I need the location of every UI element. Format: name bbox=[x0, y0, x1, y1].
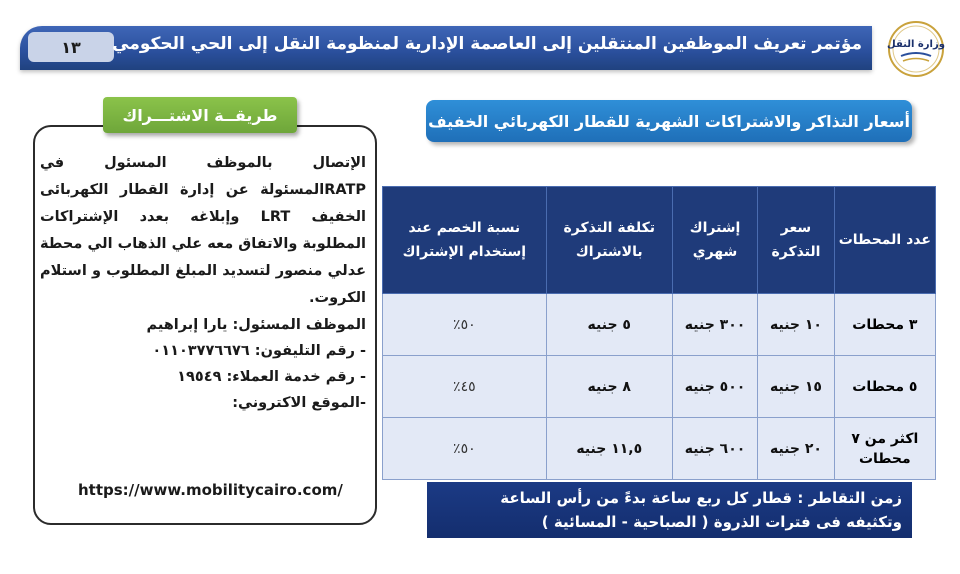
header-stations: عدد المحطات bbox=[834, 187, 935, 294]
website-link[interactable]: https://www.mobilitycairo.com/ bbox=[78, 481, 343, 499]
subscription-method-badge: طريقــة الاشتـــراك bbox=[103, 97, 297, 133]
cell-stations: ٣ محطات bbox=[834, 294, 935, 356]
table-row bbox=[383, 418, 936, 480]
cell-ticket-price: ٢٠ جنيه bbox=[758, 418, 834, 480]
logo-text: وزارة النقل bbox=[887, 39, 945, 50]
cell-ticket-price: ١٥ جنيه bbox=[758, 356, 834, 418]
cell-monthly-subscription: ٣٠٠ جنيه bbox=[672, 294, 757, 356]
cell-ticket-cost: ١١,٥ جنيه bbox=[546, 418, 672, 480]
table-row bbox=[383, 356, 936, 418]
prices-section-title: أسعار التذاكر والاشتراكات الشهرية للقطار الكهربائي الخفيف bbox=[426, 100, 912, 142]
prices-table bbox=[382, 186, 936, 480]
cell-ticket-cost: ٨ جنيه bbox=[546, 356, 672, 418]
method-instructions: الإتصال بالموظف المسئول في RATPالمسئولة عن إدارة القطار الكهربائى الخفيف LRT وإبلاغه بعدد الإشتراكات المطلوبة والاتفاق معه علي الذهاب الي محطة عدلي منصور لتسديد المبلغ المطلوب و استلام الكروت. bbox=[40, 155, 366, 306]
page-title: مؤتمر تعريف الموظفين المنتقلين إلى العاصمة الإدارية لمنظومة النقل إلى الحي الحكومي bbox=[112, 34, 862, 54]
cell-monthly-subscription: ٦٠٠ جنيه bbox=[672, 418, 757, 480]
page-number: ١٣ bbox=[28, 32, 114, 62]
frequency-line-1: زمن التقاطر : قطار كل ربع ساعة بدءً من رأس الساعة bbox=[500, 489, 902, 507]
subscription-method-text bbox=[40, 150, 366, 416]
responsible-employee: الموظف المسئول: يارا إبراهيم bbox=[146, 317, 366, 333]
frequency-line-2: وتكثيفه فى فترات الذروة ( الصباحية - المسائية ) bbox=[541, 513, 902, 531]
phone-number: - رقم التليفون: ٠١١٠٣٧٧٦٦٧٦ bbox=[152, 343, 366, 359]
cell-ticket-cost: ٥ جنيه bbox=[546, 294, 672, 356]
cell-discount: ٥٠٪ bbox=[383, 418, 547, 480]
cell-stations: ٥ محطات bbox=[834, 356, 935, 418]
ministry-logo bbox=[887, 20, 945, 78]
cell-discount: ٥٠٪ bbox=[383, 294, 547, 356]
hotline-number: - رقم خدمة العملاء: ١٩٥٤٩ bbox=[177, 369, 366, 385]
header-ticket-price: سعر التذكرة bbox=[758, 187, 834, 294]
frequency-note bbox=[427, 482, 912, 538]
header-banner bbox=[20, 26, 872, 70]
header-ticket-cost-with-subscription: تكلفة التذكرة بالاشتراك bbox=[546, 187, 672, 294]
table-row bbox=[383, 294, 936, 356]
table-header-row bbox=[383, 187, 936, 294]
header-monthly-subscription: إشتراك شهري bbox=[672, 187, 757, 294]
cell-ticket-price: ١٠ جنيه bbox=[758, 294, 834, 356]
website-label: -الموقع الاكتروني: bbox=[232, 395, 366, 411]
cell-stations: اكثر من ٧ محطات bbox=[834, 418, 935, 480]
header-discount-percentage: نسبة الخصم عند إستخدام الإشتراك bbox=[383, 187, 547, 294]
cell-monthly-subscription: ٥٠٠ جنيه bbox=[672, 356, 757, 418]
cell-discount: ٤٥٪ bbox=[383, 356, 547, 418]
